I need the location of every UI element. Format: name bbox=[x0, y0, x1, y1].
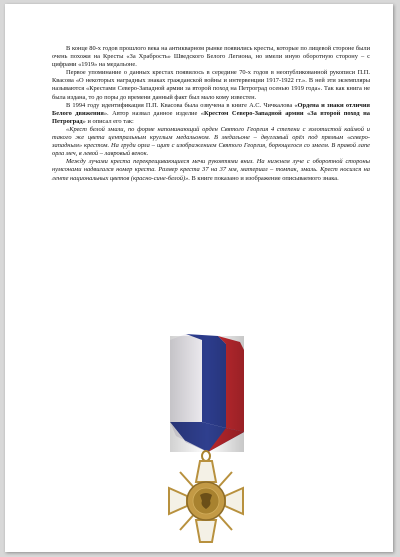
quote-2: Между лучами креста перекрещивающиеся мечи рукоятями вниз. На нижнем луче с оборотной стороны нумсонами надвигался номер креста. Размер креста 37 на 37 мм, материал – томпак, эмаль. Крест носился на ленте национальных цветов (красно-сине-белой)». В книге показано и изображение описываемого знака. bbox=[52, 158, 370, 182]
cross-photo bbox=[116, 332, 294, 545]
document-page bbox=[5, 4, 393, 552]
body-text bbox=[52, 45, 370, 183]
suspension-ring bbox=[202, 451, 210, 461]
book-title: Ордена и знаки отличия Белого движения bbox=[52, 101, 370, 117]
paragraph-3: В 1994 году идентификация П.П. Квасова была озвучена в книге А.С. Чичкалова «Ордена и знаки отличия Белого движения». Автор назвал данное изделие «Крестом Северо-Западной армии «За второй поход на Петроград» и описал его так: bbox=[52, 101, 371, 125]
paragraph-1: В конце 80-х годов прошлого века на антикварном рынке появились кресты, которые по лицевой стороне были очень похожи на Кресты «За Храбрость» Шведского Белого Легиона, но имели иную оборотную сторону – с цифрами «1919» на медальоне. bbox=[52, 45, 370, 69]
ribbon bbox=[170, 334, 244, 452]
cross-name: Крестом Северо-Западной армии «За второй поход на Петроград bbox=[52, 109, 371, 125]
paragraph-2: Первое упоминание о данных крестах появилось в середине 70-х годов в неопубликованной рукописи П.П. Квасова «О некоторых наградных знаках гражданской войны и интервенции 1917-1922 гг.». В ней эти экземпляры называются «Крестами Северо-Западной армии за второй поход на Петроград осенью 1919 года». Так как книга не была издана, то до поры до времени данный факт был мало кому известен. bbox=[52, 69, 370, 101]
quote-1: «Крест белой эмали, по форме напоминающий орден Святого Георгия 4 степени с золотистой каймой и такого же цвета центральным круглым медальоном. В медальоне – двуглавый орёл под прямым «северо-западным» крестом. На груди орла – щит с изображением Святого Георгия, борющегося со змеем. В правой лапе орла меч, в левой – лавровый венок. bbox=[52, 125, 370, 158]
